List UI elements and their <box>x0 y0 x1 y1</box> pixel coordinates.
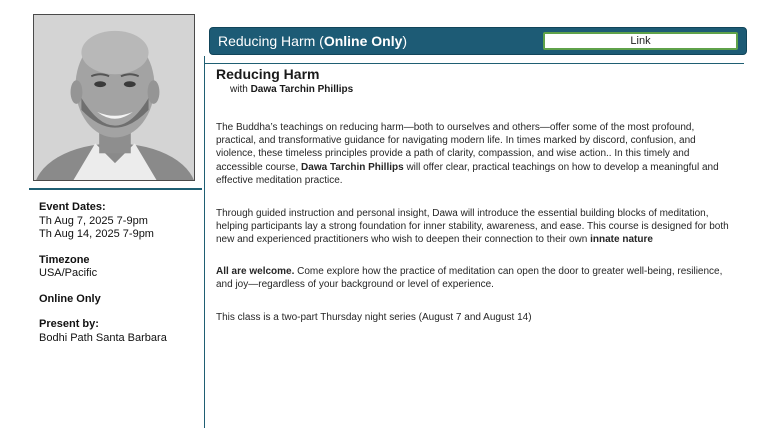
present-by-value: Bodhi Path Santa Barbara <box>39 331 167 344</box>
description-paragraph-4: This class is a two-part Thursday night series (August 7 and August 14) <box>216 312 532 323</box>
event-dates-label: Event Dates: <box>39 201 106 213</box>
with-prefix: with <box>230 84 248 95</box>
teacher-name: Dawa Tarchin Phillips <box>250 84 354 95</box>
description-paragraph-1 <box>216 121 736 187</box>
link-button[interactable]: Link <box>543 32 738 50</box>
p1-text-a: The Buddha’s teachings on reducing harm—both to ourselves and others—offer some of the most profound, practical, and transformative guidance for navigating modern life. In times marked by discord, confusion, and violence, these timeless principles provide a path of clarity, compassion, and wise action.. In this timely and accessible course, <box>216 122 696 173</box>
timezone-value: USA/Pacific <box>39 267 98 279</box>
banner-title-prefix: Reducing Harm ( <box>218 33 324 49</box>
page-title: Reducing Harm <box>216 66 320 82</box>
sidebar-divider <box>29 188 202 190</box>
event-description <box>216 66 741 323</box>
teacher-line <box>230 83 741 96</box>
timezone-label: Timezone <box>39 253 90 266</box>
banner-title-suffix: ) <box>402 33 408 49</box>
description-paragraph-2 <box>216 207 736 247</box>
event-title-banner <box>209 27 747 55</box>
p1-teacher-name: Dawa Tarchin Phillips <box>301 161 404 173</box>
presenter-photo <box>33 14 195 181</box>
p3-welcome: All are welcome. <box>216 266 295 277</box>
event-date-2: Th Aug 14, 2025 7-9pm <box>39 228 154 240</box>
event-details-sidebar <box>39 201 199 345</box>
p1-text-b: will offer clear, practical teachings on how to develop a meaningful and effective meditation practice. <box>216 161 719 186</box>
event-date-1: Th Aug 7, 2025 7-9pm <box>39 214 148 227</box>
p2-text-a: Through guided instruction and personal insight, Dawa will introduce the essential building blocks of meditation, helping participants lay a strong foundation for inner stability, awareness, and ease. This course is designed for both new and experienced practitioners who wish to deepen their connection to their own <box>216 208 729 246</box>
p2-innate-nature: innate nature <box>590 234 653 246</box>
format-label: Online Only <box>39 292 101 305</box>
column-divider <box>204 56 205 428</box>
content-top-rule <box>204 63 744 64</box>
banner-title-bold: Online Only <box>323 33 403 49</box>
description-paragraph-3 <box>216 265 736 291</box>
p3-text: Come explore how the practice of meditation can open the door to greater well-being, resilience, and joy—regardless of your background or level of experience. <box>216 266 723 291</box>
present-by-label: Present by: <box>39 318 99 330</box>
banner-title <box>218 33 407 50</box>
presenter-portrait-image <box>34 15 194 180</box>
